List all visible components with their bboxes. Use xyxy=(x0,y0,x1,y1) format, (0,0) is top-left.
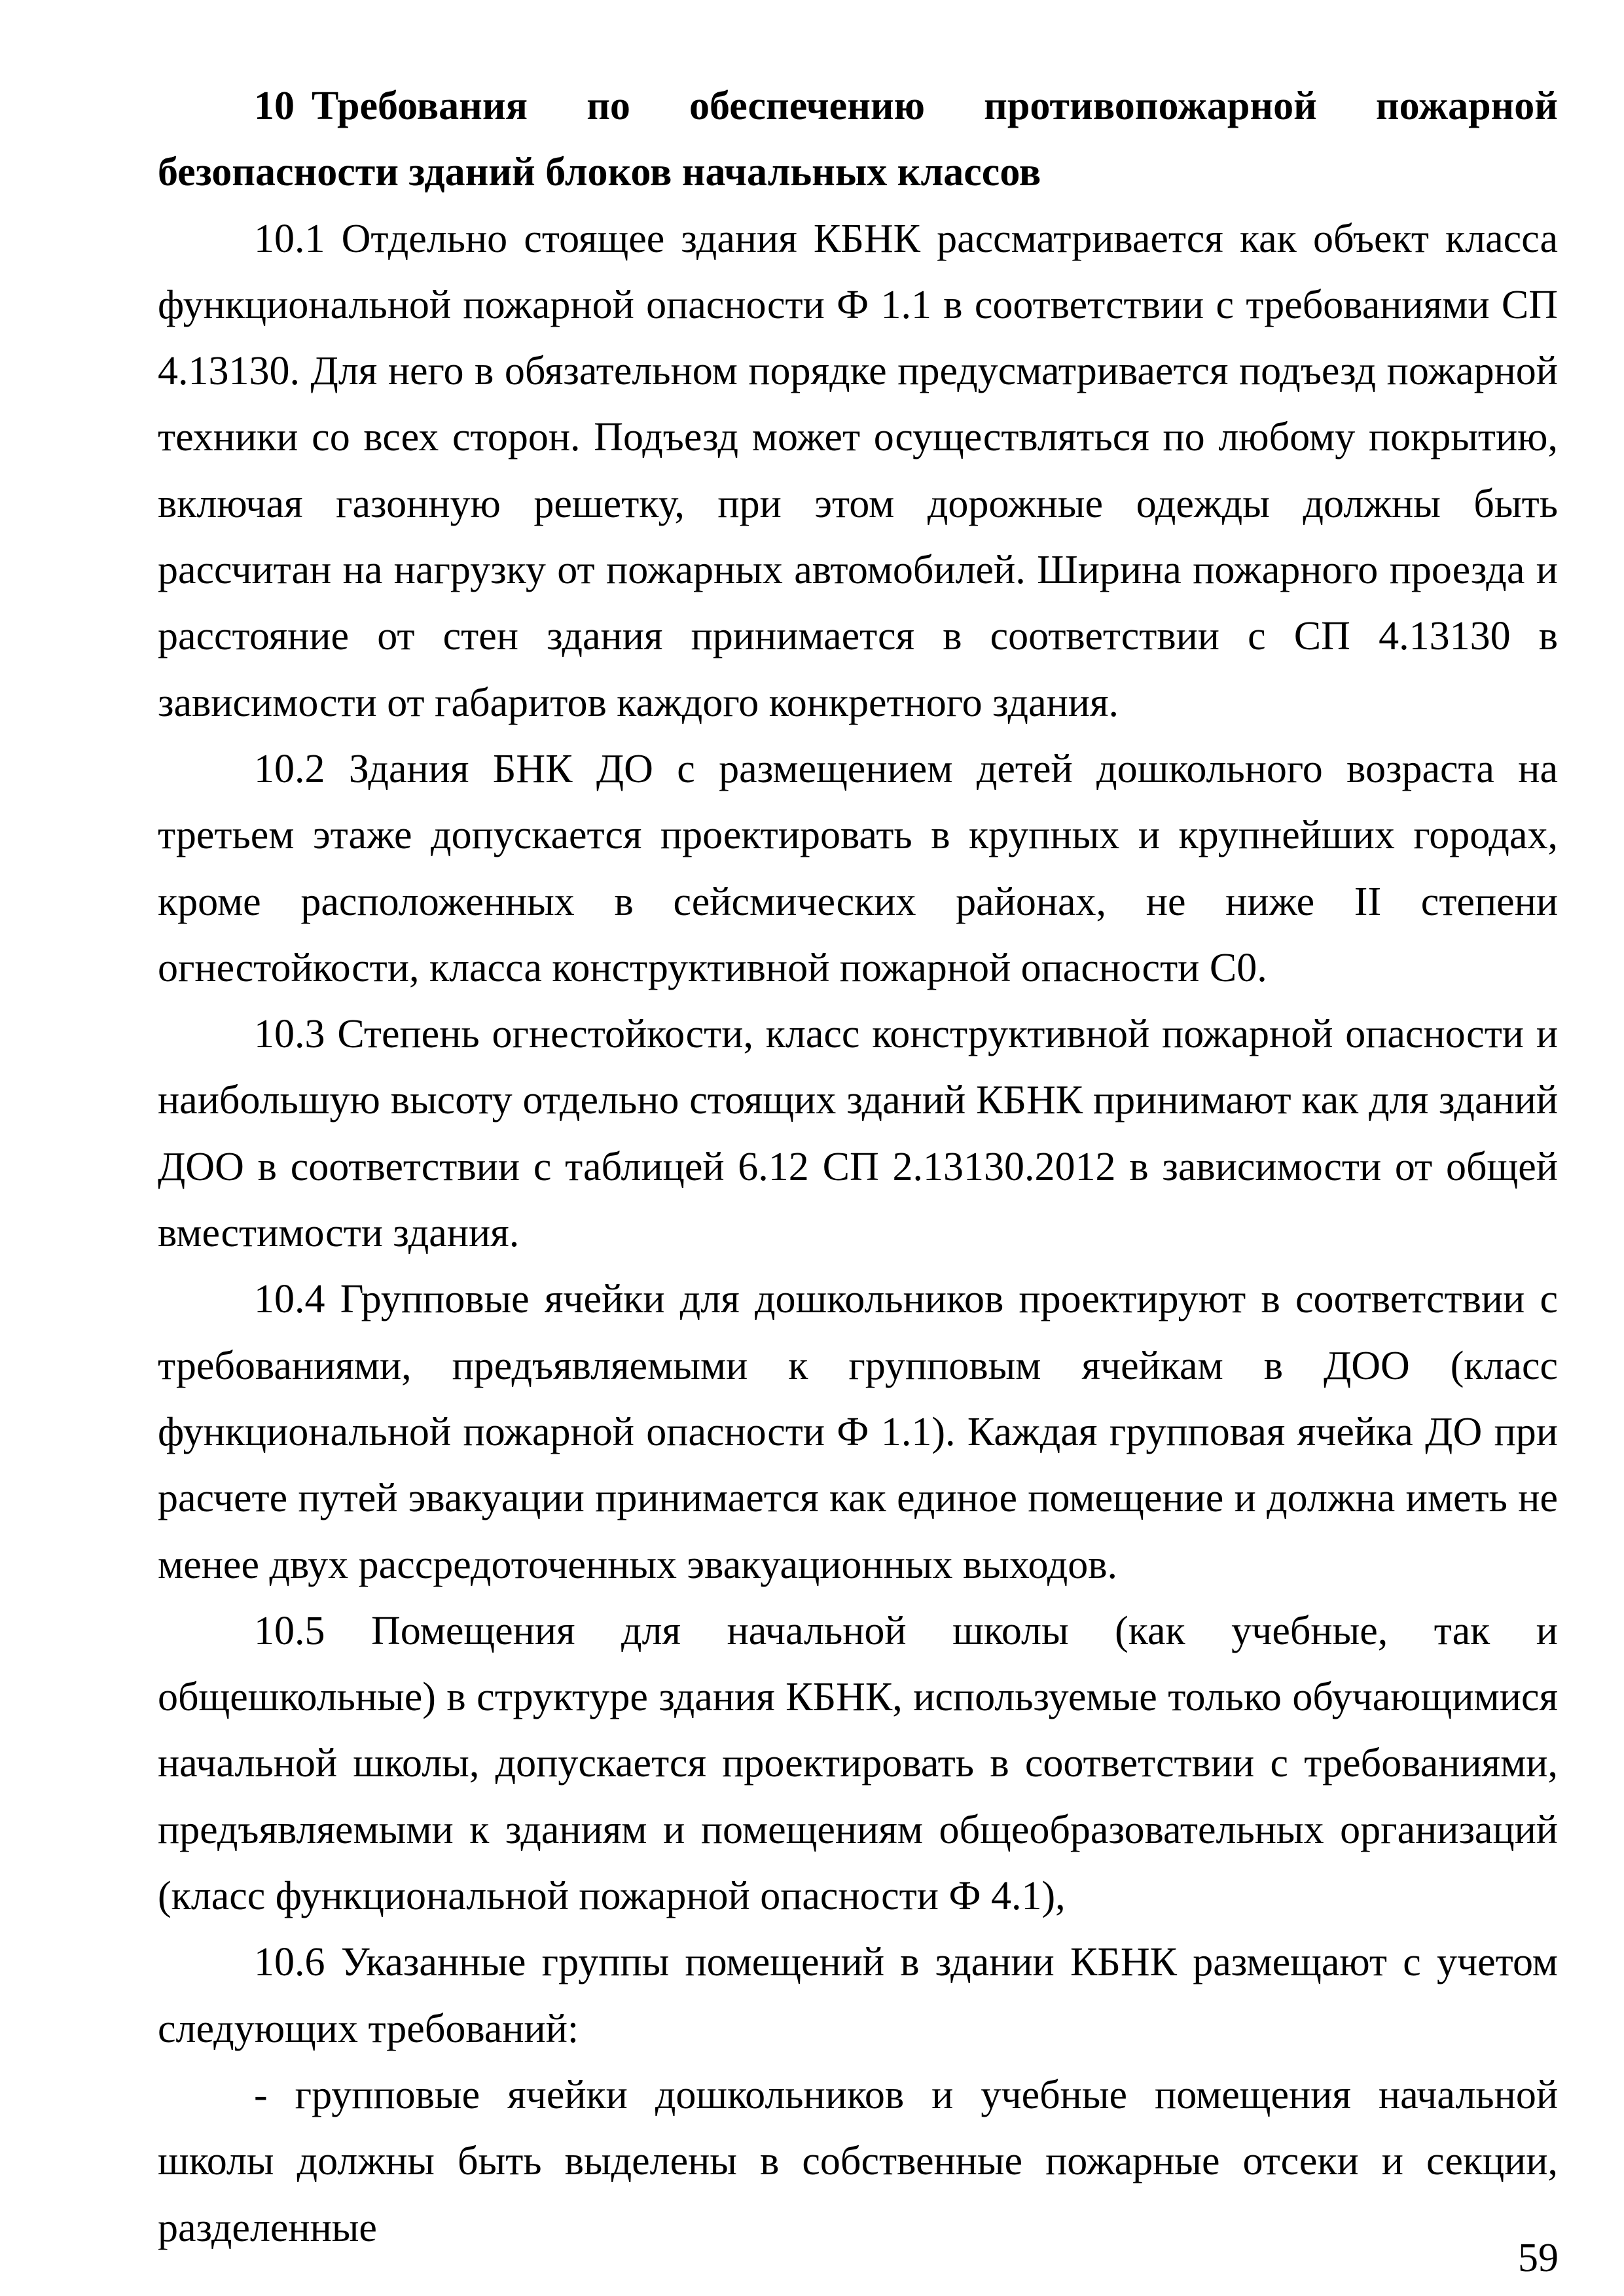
paragraph-10-4: 10.4 Групповые ячейки для дошкольников проектируют в соответствии с требованиями, предъявляемыми к групповым ячейкам в ДОО (класс функциональной пожарной опасности Ф 1.1). Каждая групповая ячейка ДО при расчете путей эвакуации принимается как единое помещение и должна иметь не менее двух рассредоточенных эвакуационных выходов. xyxy=(158,1277,1558,1587)
page-number: 59 xyxy=(1518,2236,1559,2280)
section-number: 10 xyxy=(254,84,295,128)
paragraph-10-6: 10.6 Указанные группы помещений в здании КБНК размещают с учетом следующих требований: xyxy=(158,1940,1558,2051)
section-title: Требования по обеспечению противопожарной пожарной безопасности зданий блоков начальных классов xyxy=(158,84,1558,195)
paragraph-10-2: 10.2 Здания БНК ДО с размещением детей дошкольного возраста на третьем этаже допускается проектировать в крупных и крупнейших городах, кроме расположенных в сейсмических районах, не ниже II степени огнестойкости, класса конструктивной пожарной опасности С0. xyxy=(158,746,1558,990)
list-item: - групповые ячейки дошкольников и учебные помещения начальной школы должны быть выделены в собственные пожарные отсеки и секции, разделенные xyxy=(158,2072,1558,2250)
document-body xyxy=(158,73,1558,2261)
paragraph-10-3: 10.3 Степень огнестойкости, класс конструктивной пожарной опасности и наибольшую высоту отдельно стоящих зданий КБНК принимают как для зданий ДОО в соответствии с таблицей 6.12 СП 2.13130.2012 в зависимости от общей вместимости здания. xyxy=(158,1012,1558,1256)
section-heading xyxy=(158,73,1558,206)
paragraph-10-1: 10.1 Отдельно стоящее здания КБНК рассматривается как объект класса функциональной пожарной опасности Ф 1.1 в соответствии с требованиями СП 4.13130. Для него в обязательном порядке предусматривается подъезд пожарной техники со всех сторон. Подъезд может осуществляться по любому покрытию, включая газонную решетку, при этом дорожные одежды должны быть рассчитан на нагрузку от пожарных автомобилей. Ширина пожарного проезда и расстояние от стен здания принимается в соответствии с СП 4.13130 в зависимости от габаритов каждого конкретного здания. xyxy=(158,216,1558,725)
paragraph-10-5: 10.5 Помещения для начальной школы (как учебные, так и общешкольные) в структуре здания КБНК, используемые только обучающимися начальной школы, допускается проектировать в соответствии с требованиями, предъявляемыми к зданиям и помещениям общеобразовательных организаций (класс функциональной пожарной опасности Ф 4.1), xyxy=(158,1608,1558,1919)
